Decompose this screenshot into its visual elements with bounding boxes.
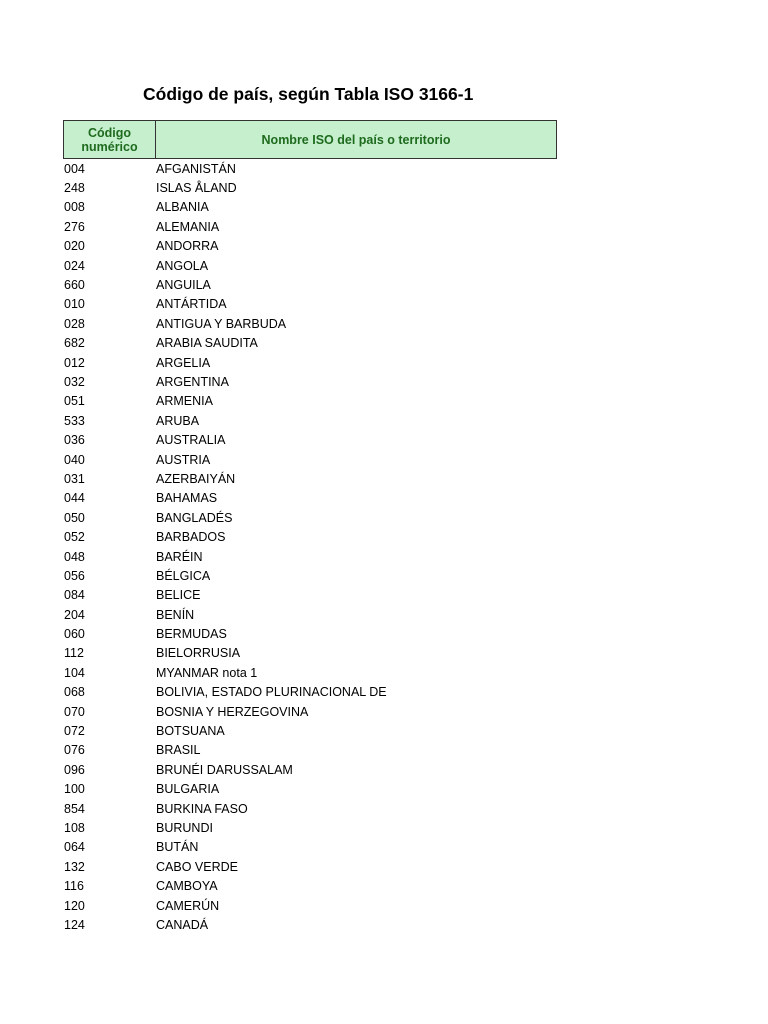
country-code-cell: 070: [64, 704, 85, 719]
table-row: [63, 857, 557, 876]
column-header-code: Código numérico: [64, 121, 156, 158]
country-name-cell: AUSTRIA: [156, 452, 211, 467]
table-row: [63, 818, 557, 837]
country-code-table: [63, 120, 557, 935]
table-row: [63, 741, 557, 760]
table-header: [63, 120, 557, 159]
table-row: [63, 275, 557, 294]
table-row: [63, 217, 557, 236]
country-code-cell: 116: [64, 879, 84, 894]
table-row: [63, 547, 557, 566]
country-code-cell: 051: [64, 394, 85, 409]
country-code-cell: 064: [64, 840, 85, 855]
country-code-cell: 050: [64, 510, 85, 525]
country-name-cell: CAMERÚN: [156, 898, 220, 913]
country-name-cell: ISLAS ÅLAND: [156, 181, 237, 196]
table-row: [63, 683, 557, 702]
country-name-cell: ARGELIA: [156, 355, 211, 370]
country-name-cell: BÉLGICA: [156, 568, 211, 583]
table-row: [63, 896, 557, 915]
country-name-cell: BRASIL: [156, 743, 201, 758]
country-name-cell: CANADÁ: [156, 917, 209, 932]
country-code-cell: 100: [64, 782, 85, 797]
country-name-cell: AFGANISTÁN: [156, 161, 236, 176]
country-code-cell: 010: [64, 297, 85, 312]
country-name-cell: CAMBOYA: [156, 879, 218, 894]
table-row: [63, 527, 557, 546]
country-name-cell: CABO VERDE: [156, 859, 238, 874]
country-name-cell: ANDORRA: [156, 239, 219, 254]
country-code-cell: 028: [64, 316, 85, 331]
country-code-cell: 124: [64, 917, 85, 932]
country-code-cell: 012: [64, 355, 85, 370]
country-name-cell: ANGOLA: [156, 258, 209, 273]
column-header-name: Nombre ISO del país o territorio: [261, 132, 451, 147]
country-code-cell: 032: [64, 374, 85, 389]
table-row: [63, 372, 557, 391]
country-name-cell: BUTÁN: [156, 840, 199, 855]
country-name-cell: ARGENTINA: [156, 374, 229, 389]
table-row: [63, 605, 557, 624]
table-row: [63, 489, 557, 508]
country-name-cell: BELICE: [156, 588, 201, 603]
table-row: [63, 721, 557, 740]
country-code-cell: 004: [64, 161, 85, 176]
table-row: [63, 469, 557, 488]
table-row: [63, 760, 557, 779]
country-code-cell: 204: [64, 607, 85, 622]
table-row: [63, 334, 557, 353]
country-name-cell: BURKINA FASO: [156, 801, 248, 816]
table-row: [63, 295, 557, 314]
table-row: [63, 624, 557, 643]
country-code-cell: 112: [64, 646, 84, 661]
table-row: [63, 799, 557, 818]
table-row: [63, 566, 557, 585]
country-name-cell: BOSNIA Y HERZEGOVINA: [156, 704, 309, 719]
country-name-cell: BRUNÉI DARUSSALAM: [156, 762, 293, 777]
country-code-cell: 854: [64, 801, 85, 816]
table-row: [63, 430, 557, 449]
country-name-cell: BAHAMAS: [156, 491, 218, 506]
table-row: [63, 256, 557, 275]
country-name-cell: BARBADOS: [156, 530, 226, 545]
country-name-cell: BENÍN: [156, 607, 195, 622]
country-code-cell: 096: [64, 762, 85, 777]
country-name-cell: BOTSUANA: [156, 724, 225, 739]
table-row: [63, 780, 557, 799]
country-code-cell: 048: [64, 549, 85, 564]
table-row: [63, 876, 557, 895]
country-code-cell: 276: [64, 219, 85, 234]
country-name-cell: ALBANIA: [156, 200, 209, 215]
country-code-cell: 120: [64, 898, 85, 913]
country-code-cell: 660: [64, 278, 85, 293]
country-code-cell: 040: [64, 452, 85, 467]
country-code-cell: 036: [64, 433, 85, 448]
table-row: [63, 353, 557, 372]
country-name-cell: ALEMANIA: [156, 219, 220, 234]
country-code-cell: 076: [64, 743, 85, 758]
country-code-cell: 024: [64, 258, 85, 273]
country-name-cell: ANTÁRTIDA: [156, 297, 227, 312]
country-name-cell: BIELORRUSIA: [156, 646, 241, 661]
table-row: [63, 411, 557, 430]
table-row: [63, 178, 557, 197]
country-name-cell: ARABIA SAUDITA: [156, 336, 258, 351]
country-name-cell: BURUNDI: [156, 820, 213, 835]
country-code-cell: 248: [64, 181, 85, 196]
country-name-cell: MYANMAR nota 1: [156, 665, 258, 680]
country-name-cell: AUSTRALIA: [156, 433, 226, 448]
country-code-cell: 020: [64, 239, 85, 254]
country-code-cell: 132: [64, 859, 85, 874]
country-code-cell: 084: [64, 588, 85, 603]
country-name-cell: ANGUILA: [156, 278, 211, 293]
country-name-cell: BERMUDAS: [156, 627, 227, 642]
country-code-cell: 072: [64, 724, 85, 739]
table-body: [63, 159, 557, 935]
table-row: [63, 838, 557, 857]
country-code-cell: 031: [64, 471, 85, 486]
country-code-cell: 060: [64, 627, 85, 642]
table-row: [63, 450, 557, 469]
table-row: [63, 508, 557, 527]
table-row: [63, 159, 557, 178]
country-name-cell: BOLIVIA, ESTADO PLURINACIONAL DE: [156, 685, 387, 700]
country-code-cell: 008: [64, 200, 85, 215]
country-name-cell: ANTIGUA Y BARBUDA: [156, 316, 287, 331]
table-row: [63, 644, 557, 663]
table-row: [63, 702, 557, 721]
country-code-cell: 052: [64, 530, 85, 545]
country-code-cell: 068: [64, 685, 85, 700]
country-name-cell: BANGLADÉS: [156, 510, 233, 525]
country-code-cell: 682: [64, 336, 85, 351]
country-name-cell: ARUBA: [156, 413, 200, 428]
country-code-cell: 044: [64, 491, 85, 506]
table-row: [63, 915, 557, 934]
table-row: [63, 663, 557, 682]
table-row: [63, 314, 557, 333]
country-code-cell: 108: [64, 820, 85, 835]
country-code-cell: 104: [64, 665, 85, 680]
country-code-cell: 056: [64, 568, 85, 583]
country-name-cell: BULGARIA: [156, 782, 220, 797]
country-name-cell: ARMENIA: [156, 394, 213, 409]
table-row: [63, 198, 557, 217]
table-row: [63, 586, 557, 605]
country-name-cell: AZERBAIYÁN: [156, 471, 236, 486]
country-name-cell: BARÉIN: [156, 549, 203, 564]
table-row: [63, 237, 557, 256]
page-title: Código de país, según Tabla ISO 3166-1: [143, 84, 474, 104]
table-row: [63, 392, 557, 411]
country-code-cell: 533: [64, 413, 85, 428]
